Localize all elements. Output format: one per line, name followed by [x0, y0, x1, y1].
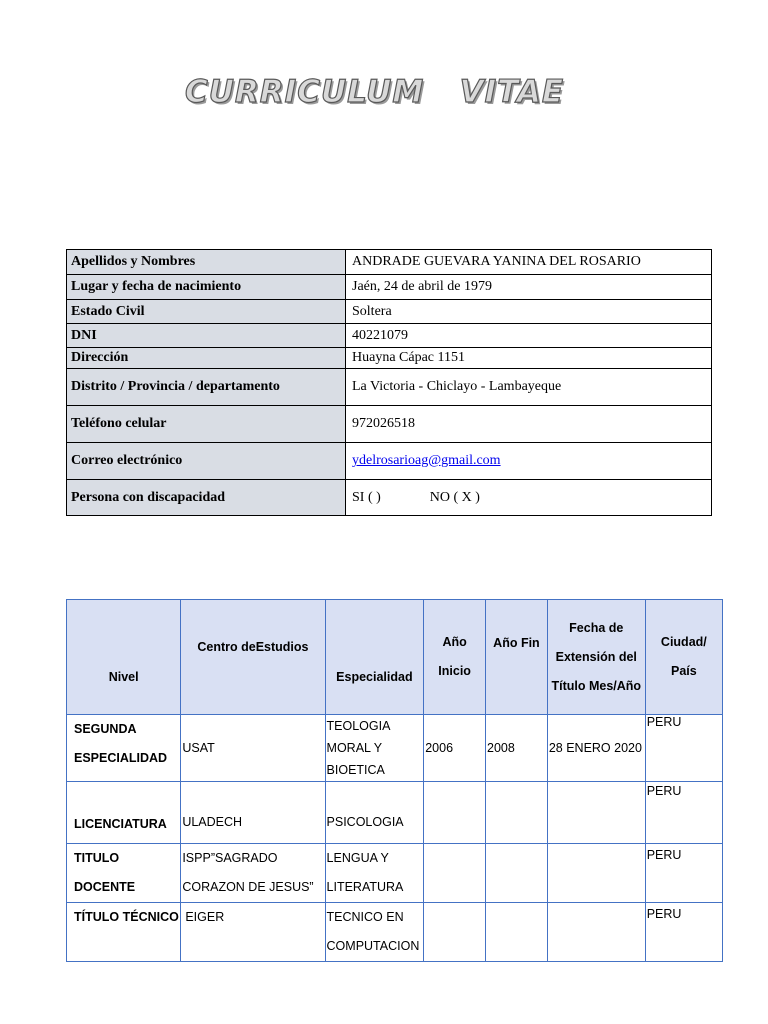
field-value-dni: 40221079 [346, 324, 712, 348]
cell-pais: PERU [645, 903, 722, 962]
field-value-address: Huayna Cápac 1151 [346, 348, 712, 369]
field-value-birth: Jaén, 24 de abril de 1979 [346, 275, 712, 300]
cell-nivel: TÍTULO TÉCNICO [67, 903, 181, 962]
header-text: Año Fin [493, 635, 540, 650]
table-row [67, 844, 723, 903]
table-row [67, 369, 712, 406]
field-label: Estado Civil [67, 300, 346, 324]
table-row [67, 715, 723, 782]
table-row [67, 300, 712, 324]
cell-nivel: SEGUNDA ESPECIALIDAD [67, 715, 181, 782]
column-header-centro [181, 600, 325, 715]
field-value-phone: 972026518 [346, 406, 712, 443]
cell-centro: ISPP”SAGRADO CORAZON DE JESUS” [181, 844, 325, 903]
cell-inicio: 2006 [424, 715, 486, 782]
cell-pais: PERU [645, 844, 722, 903]
cell-inicio [424, 782, 486, 844]
header-text: Especialidad [336, 669, 413, 684]
document-title: CURRICULUM VITAE [185, 74, 565, 110]
field-label: Teléfono celular [67, 406, 346, 443]
field-label: Correo electrónico [67, 443, 346, 480]
table-row [67, 324, 712, 348]
table-row [67, 443, 712, 480]
field-label: Lugar y fecha de nacimiento [67, 275, 346, 300]
cell-fecha [547, 782, 645, 844]
cell-fecha [547, 844, 645, 903]
cell-centro: EIGER [181, 903, 325, 962]
field-value-district: La Victoria - Chiclayo - Lambayeque [346, 369, 712, 406]
email-link[interactable]: ydelrosarioag@gmail.com [352, 453, 501, 468]
column-header-especialidad [325, 600, 424, 715]
table-row [67, 480, 712, 516]
field-value-civil-status: Soltera [346, 300, 712, 324]
cell-especialidad: TECNICO EN COMPUTACION [325, 903, 424, 962]
column-header-nivel [67, 600, 181, 715]
cell-fin [486, 844, 548, 903]
cell-nivel: TITULO DOCENTE [67, 844, 181, 903]
cell-especialidad: TEOLOGIA MORAL Y BIOETICA [325, 715, 424, 782]
table-row [67, 406, 712, 443]
field-label: Dirección [67, 348, 346, 369]
cell-pais: PERU [645, 782, 722, 844]
cell-centro: USAT [181, 715, 325, 782]
personal-info-table [66, 249, 712, 516]
cell-fecha: 28 ENERO 2020 [547, 715, 645, 782]
field-label: Distrito / Provincia / departamento [67, 369, 346, 406]
cell-fin [486, 782, 548, 844]
field-label: Apellidos y Nombres [67, 250, 346, 275]
table-row [67, 903, 723, 962]
table-row [67, 275, 712, 300]
field-value-disability: SI ( ) NO ( X ) [346, 480, 712, 516]
table-row [67, 250, 712, 275]
cell-fin [486, 903, 548, 962]
header-text: Centro deEstudios [197, 639, 309, 654]
cell-centro: ULADECH [181, 782, 325, 844]
field-value-name: ANDRADE GUEVARA YANINA DEL ROSARIO [346, 250, 712, 275]
field-value-email [346, 443, 712, 480]
field-label: Persona con discapacidad [67, 480, 346, 516]
studies-table [66, 599, 723, 962]
header-text: Nivel [108, 669, 139, 684]
column-header-fin [486, 600, 548, 715]
column-header-pais: Ciudad/ País [645, 600, 722, 715]
cell-fecha [547, 903, 645, 962]
table-row [67, 348, 712, 369]
cell-nivel: LICENCIATURA [67, 782, 181, 844]
cell-inicio [424, 844, 486, 903]
column-header-inicio: Año Inicio [424, 600, 486, 715]
table-header-row [67, 600, 723, 715]
cell-especialidad: PSICOLOGIA [325, 782, 424, 844]
table-row [67, 782, 723, 844]
cell-inicio [424, 903, 486, 962]
cell-pais: PERU [645, 715, 722, 782]
field-label: DNI [67, 324, 346, 348]
column-header-fecha: Fecha de Extensión del Título Mes/Año [547, 600, 645, 715]
cell-fin: 2008 [486, 715, 548, 782]
cell-especialidad: LENGUA Y LITERATURA [325, 844, 424, 903]
